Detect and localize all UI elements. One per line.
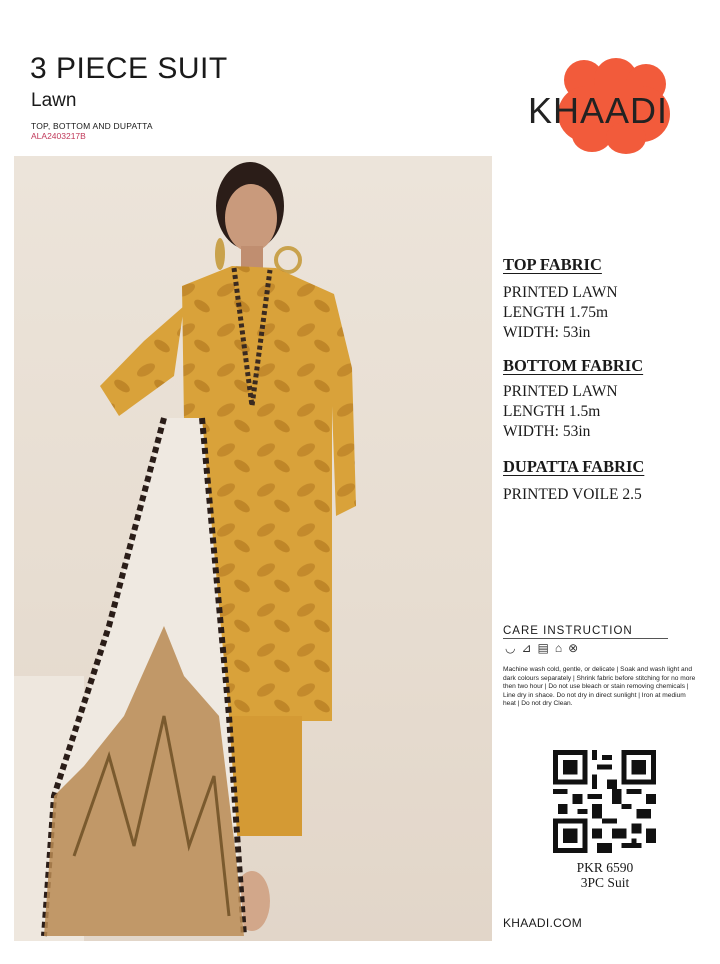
product-sku: ALA2403217B [31, 131, 86, 141]
spec-line: PRINTED VOILE 2.5 [503, 486, 642, 503]
logo-text: KHAADI [528, 90, 669, 131]
spec-line: LENGTH 1.75m [503, 304, 609, 321]
wash-tub-icon: ◡ [505, 641, 516, 655]
spec-heading: TOP FABRIC [503, 255, 602, 274]
care-instructions: Machine wash cold, gentle, or delicate | Soak and wash light and dark colours separately | Shrink fabric before stitching for no more then two hour | Do not use bleach or stain removing chemicals | Line dry in shace. Do not dry in direct sunlight | Iron at medium heat | Do not dry Clean. [503, 666, 696, 708]
price-label: 3PC Suit [580, 875, 630, 890]
model-illustration [14, 156, 492, 941]
spec-line: PRINTED LAWN [503, 383, 618, 400]
fabric-specs [503, 255, 713, 505]
neck [241, 246, 263, 270]
brand-logo [522, 58, 692, 158]
care-divider [503, 638, 668, 639]
spec-line: WIDTH: 53in [503, 423, 591, 440]
kurta-sleeve-left [100, 306, 184, 416]
qr-code[interactable] [553, 750, 656, 853]
spec-line: LENGTH 1.5m [503, 403, 601, 420]
price-amount: PKR 6590 [576, 860, 634, 875]
spec-heading: BOTTOM FABRIC [503, 356, 644, 375]
spec-line: WIDTH: 53in [503, 324, 591, 341]
product-title: 3 PIECE SUIT [30, 52, 228, 85]
price-block [560, 860, 650, 890]
earring-left [215, 238, 225, 270]
spec-line: PRINTED LAWN [503, 284, 618, 301]
face [225, 184, 277, 252]
spec-block-bottom [503, 356, 713, 442]
care-icons [505, 641, 578, 655]
earring-right [276, 248, 300, 272]
spec-block-top [503, 255, 713, 343]
no-dry-clean-icon: ⊗ [568, 641, 579, 655]
iron-icon: ⌂ [554, 641, 563, 655]
no-bleach-icon: ⊿ [521, 641, 532, 655]
spec-heading: DUPATTA FABRIC [503, 457, 645, 476]
product-photo [14, 156, 492, 941]
product-subtitle: Lawn [31, 90, 77, 111]
product-caption: TOP, BOTTOM AND DUPATTA [31, 121, 153, 131]
care-heading: CARE INSTRUCTION [503, 625, 633, 637]
dry-shade-icon: ▤ [537, 641, 549, 655]
brand-website[interactable]: KHAADI.COM [503, 916, 583, 930]
spec-block-dupatta [503, 457, 713, 505]
